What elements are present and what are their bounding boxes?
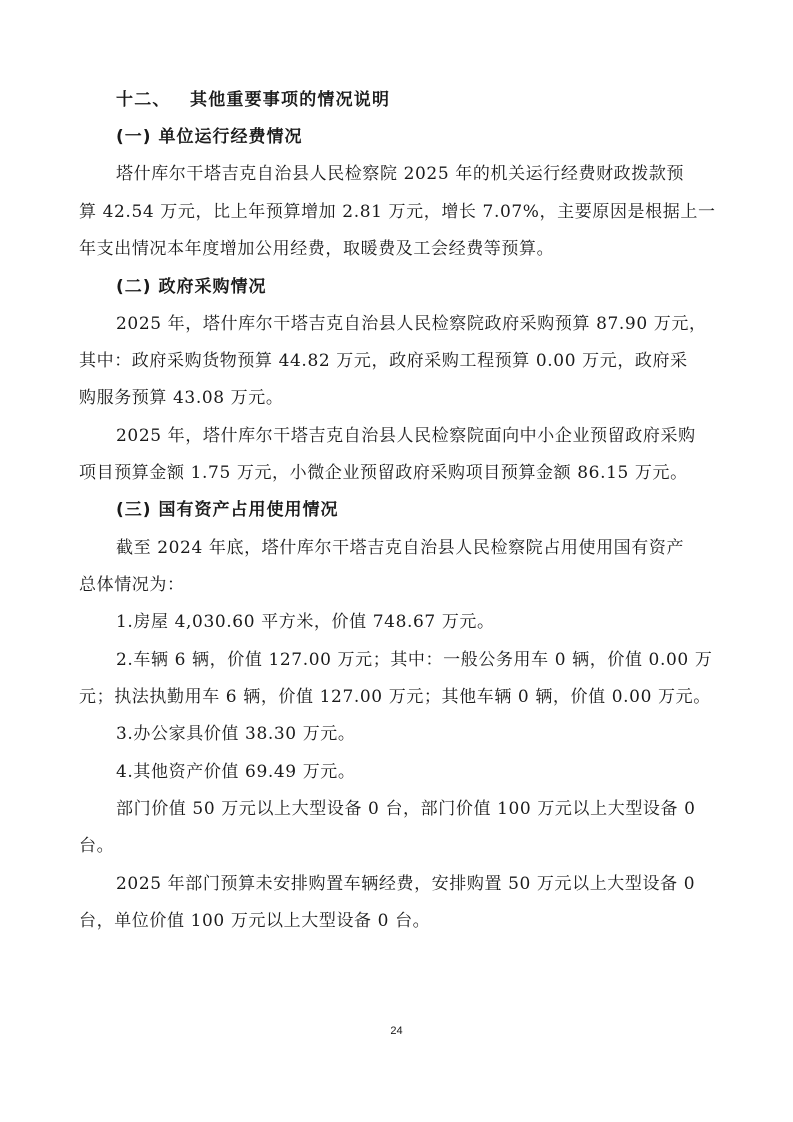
paragraph-line: 截至 2024 年底，塔什库尔干塔吉克自治县人民检察院占用使用国有资产 bbox=[116, 538, 685, 558]
section-title-government-procurement: (二) 政府采购情况 bbox=[116, 277, 267, 297]
paragraph-line: 2025 年部门预算未安排购置车辆经费，安排购置 50 万元以上大型设备 0 bbox=[116, 874, 696, 894]
list-item-other-assets: 4.其他资产价值 69.49 万元。 bbox=[116, 762, 356, 782]
paragraph-line: 其中：政府采购货物预算 44.82 万元，政府采购工程预算 0.00 万元，政府采 bbox=[79, 351, 688, 371]
paragraph-line: 元；执法执勤用车 6 辆，价值 127.00 万元；其他车辆 0 辆，价值 0.00 万元。 bbox=[79, 687, 711, 707]
paragraph-line: 年支出情况本年度增加公用经费，取暖费及工会经费等预算。 bbox=[79, 239, 555, 259]
list-item-buildings: 1.房屋 4,030.60 平方米，价值 748.67 万元。 bbox=[116, 612, 495, 632]
section-title-state-assets: (三) 国有资产占用使用情况 bbox=[116, 500, 339, 520]
page-number: 24 bbox=[390, 1025, 403, 1037]
paragraph-line: 项目预算金额 1.75 万元，小微企业预留政府采购项目预算金额 86.15 万元。 bbox=[79, 463, 688, 483]
paragraph-line: 2025 年，塔什库尔干塔吉克自治县人民检察院面向中小企业预留政府采购 bbox=[116, 426, 696, 446]
paragraph-line: 购服务预算 43.08 万元。 bbox=[79, 388, 284, 408]
paragraph-line: 塔什库尔干塔吉克自治县人民检察院 2025 年的机关运行经费财政拨款预 bbox=[116, 164, 685, 184]
paragraph-line: 部门价值 50 万元以上大型设备 0 台，部门价值 100 万元以上大型设备 0 bbox=[116, 799, 696, 819]
paragraph-line: 台。 bbox=[79, 836, 115, 856]
section-title-operating-costs: (一) 单位运行经费情况 bbox=[116, 127, 303, 147]
paragraph-line: 台，单位价值 100 万元以上大型设备 0 台。 bbox=[79, 911, 431, 931]
paragraph-line: 2025 年，塔什库尔干塔吉克自治县人民检察院政府采购预算 87.90 万元， bbox=[116, 314, 707, 334]
list-item-vehicles: 2.车辆 6 辆，价值 127.00 万元；其中：一般公务用车 0 辆，价值 0.00 万 bbox=[116, 650, 713, 670]
paragraph-line: 算 42.54 万元，比上年预算增加 2.81 万元，增长 7.07%，主要原因是根据上一 bbox=[79, 202, 716, 222]
page-heading-title: 其他重要事项的情况说明 bbox=[190, 90, 391, 110]
page-heading-number: 十二、 bbox=[116, 90, 171, 110]
paragraph-line: 总体情况为： bbox=[79, 575, 185, 595]
list-item-furniture: 3.办公家具价值 38.30 万元。 bbox=[116, 724, 356, 744]
